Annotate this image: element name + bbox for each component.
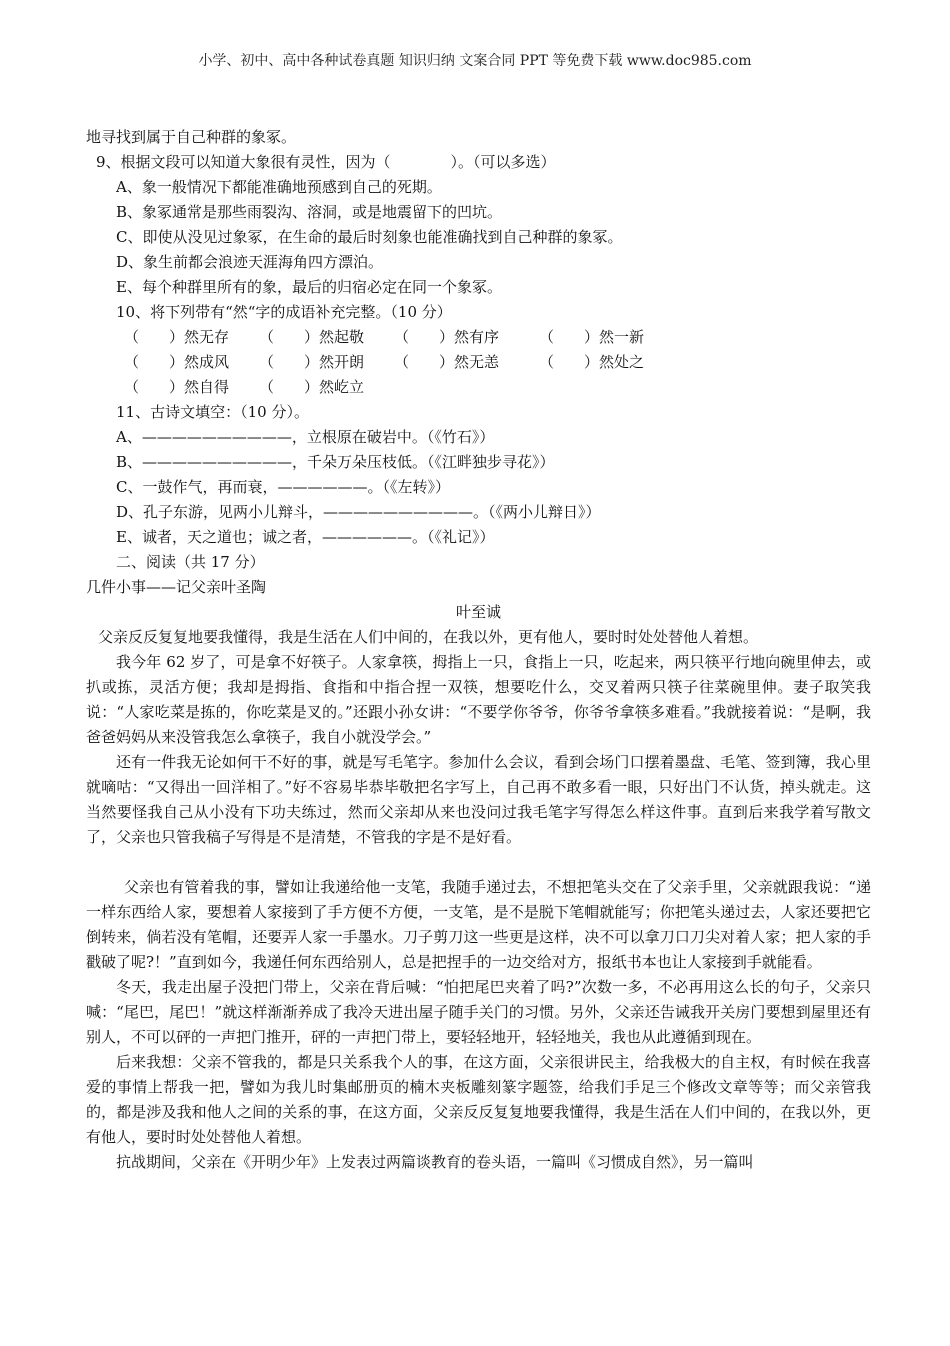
q9-option-a: A、象一般情况下都能准确地预感到自己的死期。 xyxy=(116,178,442,196)
idiom-blank: （ ）然开朗 xyxy=(259,353,365,371)
idiom-blank: （ ）然起敬 xyxy=(259,328,365,346)
paragraph-gap xyxy=(86,850,871,875)
idiom-blank: （ ）然一新 xyxy=(539,328,645,346)
document-body xyxy=(86,125,871,1175)
q9-option-e: E、每个种群里所有的象，最后的归宿必定在同一个象冢。 xyxy=(116,278,502,296)
article-paragraph: 父亲反反复复地要我懂得，我是生活在人们中间的，在我以外，更有他人，要时时处处替他人着想。 xyxy=(98,628,759,646)
q9-option-c: C、即使从没见过象冢，在生命的最后时刻象也能准确找到自己种群的象冢。 xyxy=(116,228,623,246)
idiom-fill-grid xyxy=(86,325,871,400)
article-paragraph: 后来我想：父亲不管我的，都是只关系我个人的事，在这方面，父亲很讲民主，给我极大的自主权，有时候在我喜爱的事情上帮我一把，譬如为我儿时集邮册页的楠木夹板雕刻篆字题签，给我们手足三个修改文章等等；而父亲管我的，都是涉及我和他人之间的关系的事，在这方面，父亲反反复复地要我懂得，我是生活在人们中间的，在我以外，更有他人，要时时处处替他人着想。 xyxy=(86,1053,871,1146)
q11-item-b: B、——————————，千朵万朵压枝低。（《江畔独步寻花》） xyxy=(116,453,555,471)
idiom-blank: （ ）然无存 xyxy=(124,328,230,346)
q11-item-c: C、一鼓作气，再而衰，——————。（《左转》） xyxy=(116,478,450,496)
article-paragraph: 我今年 62 岁了，可是拿不好筷子。人家拿筷，拇指上一只，食指上一只，吃起来，两只筷平行地向碗里伸去，或扒或拣，灵活方便；我却是拇指、食指和中指合捏一双筷，想要吃什么，交叉着两只筷子往菜碗里伸。妻子取笑我说：“人家吃菜是拣的，你吃菜是叉的。”还跟小孙女讲：“不要学你爷爷，你爷爷拿筷多难看。”我就接着说：“是啊，我爸爸妈妈从来没管我怎么拿筷子，我自小就没学会。” xyxy=(86,653,871,746)
idiom-blank: （ ）然自得 xyxy=(124,378,230,396)
question-9-stem: 9、根据文段可以知道大象很有灵性，因为（ ）。（可以多选） xyxy=(96,153,556,171)
article-paragraph: 父亲也有管着我的事，譬如让我递给他一支笔，我随手递过去，不想把笔头交在了父亲手里，父亲就跟我说：“递一样东西给人家，要想着人家接到了手方便不方便，一支笔，是不是脱下笔帽就能写；你把笔头递过去，人家还要把它倒转来，倘若没有笔帽，还要弄人家一手墨水。刀子剪刀这一些更是这样，决不可以拿刀口刀尖对着人家；把人家的手戳破了呢?！”直到如今，我递任何东西给别人，总是把捏手的一边交给对方，报纸书本也让人家接到手就能看。 xyxy=(86,878,871,971)
article-paragraph: 还有一件我无论如何干不好的事，就是写毛笔字。参加什么会议，看到会场门口摆着墨盘、毛笔、签到簿，我心里就嘀咕：“又得出一回洋相了。”好不容易毕恭毕敬把名字写上，自己再不敢多看一眼，只好出门不认货，掉头就走。这当然要怪我自己从小没有下功夫练过，然而父亲却从来也没问过我毛笔字写得怎么样这件事。直到后来我学着写散文了，父亲也只管我稿子写得是不是清楚，不管我的字是不是好看。 xyxy=(86,753,871,846)
question-10-stem: 10、将下列带有“然“字的成语补充完整。（10 分） xyxy=(116,303,452,321)
question-11-stem: 11、古诗文填空：（10 分）。 xyxy=(116,403,309,421)
q9-option-d: D、象生前都会浪迹天涯海角四方漂泊。 xyxy=(116,253,384,271)
idiom-blank: （ ）然成风 xyxy=(124,353,230,371)
article-author: 叶至诚 xyxy=(455,603,501,621)
idiom-blank: （ ）然无恙 xyxy=(394,353,500,371)
q11-item-e: E、诚者，天之道也；诚之者，——————。（《礼记》） xyxy=(116,528,495,546)
article-title: 几件小事——记父亲叶圣陶 xyxy=(86,578,267,596)
continued-text: 地寻找到属于自己种群的象冢。 xyxy=(86,128,297,146)
q11-item-a: A、——————————，立根原在破岩中。（《竹石》） xyxy=(116,428,495,446)
section-heading: 二、阅读（共 17 分） xyxy=(116,553,265,571)
article-paragraph: 抗战期间，父亲在《开明少年》上发表过两篇谈教育的卷头语，一篇叫《习惯成自然》，另一篇叫 xyxy=(116,1153,754,1171)
page-header: 小学、初中、高中各种试卷真题 知识归纳 文案合同 PPT 等免费下载 www.doc985.com xyxy=(198,53,752,69)
idiom-blank: （ ）然处之 xyxy=(539,353,645,371)
q9-option-b: B、象冢通常是那些雨裂沟、溶洞，或是地震留下的凹坑。 xyxy=(116,203,503,221)
idiom-blank: （ ）然有序 xyxy=(394,328,500,346)
q11-item-d: D、孔子东游，见两小儿辩斗，——————————。（《两小儿辩日》） xyxy=(116,503,601,521)
idiom-blank: （ ）然屹立 xyxy=(259,378,365,396)
article-paragraph: 冬天，我走出屋子没把门带上，父亲在背后喊：“怕把尾巴夹着了吗?”次数一多，不必再用这么长的句子，父亲只喊：“尾巴，尾巴！”就这样渐渐养成了我冷天进出屋子随手关门的习惯。另外，父亲还告诫我开关房门要想到屋里还有别人，不可以砰的一声把门推开，砰的一声把门带上，要轻轻地开，轻轻地关，我也从此遵循到现在。 xyxy=(86,978,871,1046)
